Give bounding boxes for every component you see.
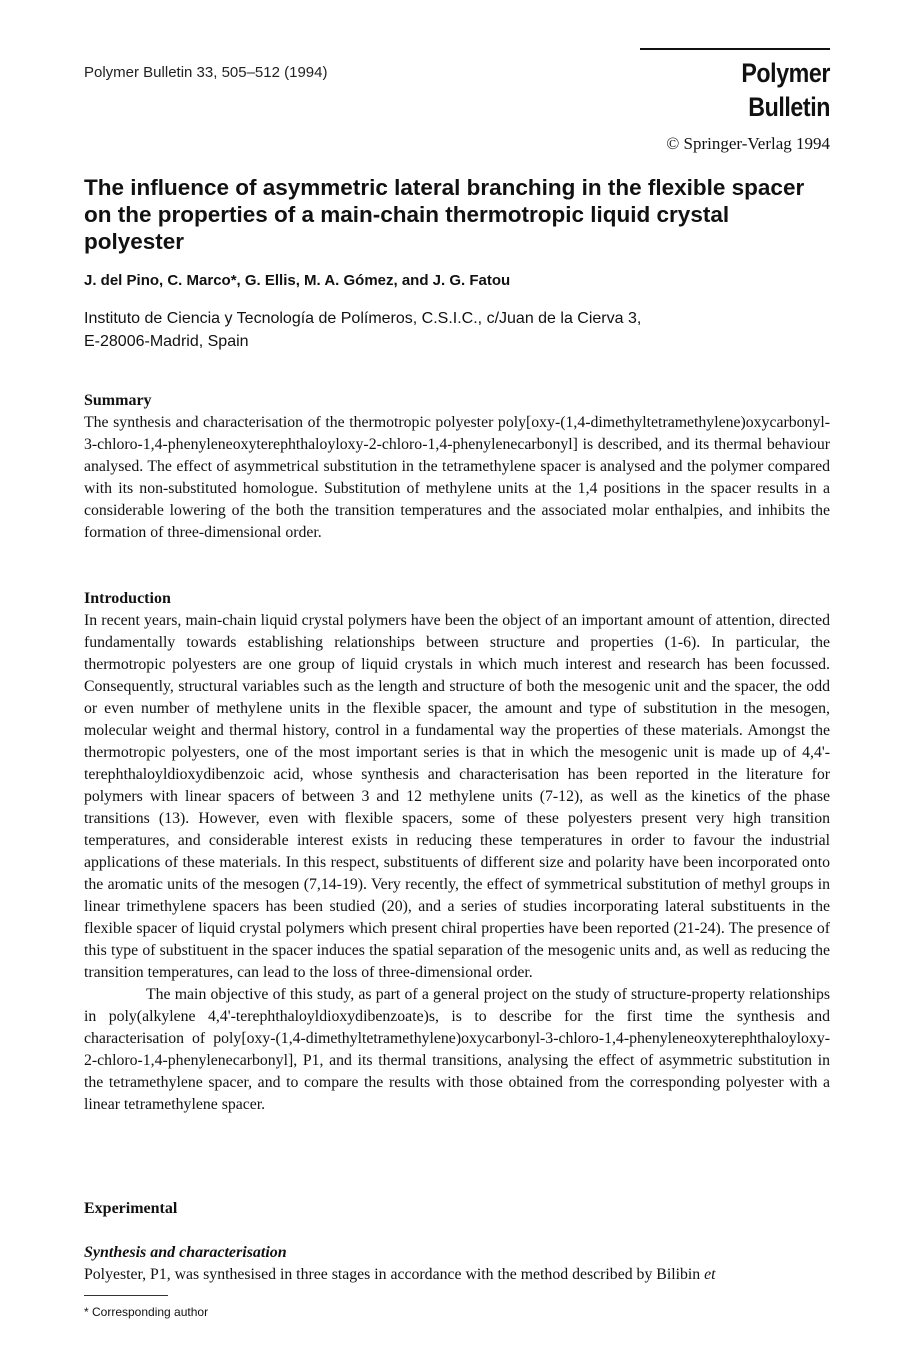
journal-reference: Polymer Bulletin 33, 505–512 (1994) (84, 64, 328, 81)
footnote-divider (84, 1295, 168, 1296)
affiliation-line-2: E-28006-Madrid, Spain (84, 333, 249, 350)
synthesis-text-italic: et (704, 1266, 716, 1283)
journal-masthead (640, 48, 830, 154)
introduction-paragraph-1: In recent years, main-chain liquid crystal polymers have been the object of an important amount of attention, directed fundamentally towards establishing relationships between structure and properties (1-6). In particular, the thermotropic polyesters are one group of liquid crystals in which much interest and research has been focussed. Consequently, structural variables such as the length and structure of both the mesogenic unit and the spacer, the odd or even number of methylene units in the flexible spacer, the amount and type of substitution in the mesogen, molecular weight and thermal history, control in a fundamental way the properties of these materials. Amongst the thermotropic polyesters, one of the most important series is that in which the mesogenic unit is made up of 4,4'-terephthaloyldioxydibenzoic acid, whose synthesis and characterisation has been reported in the literature for polymers with linear spacers of between 3 and 12 methylene units (7-12), as well as the kinetics of the phase transitions (13). However, even with flexible spacers, some of these polyesters present very high transition temperatures, and considerable interest exists in reducing these temperatures in order to favour the industrial applications of these materials. In this respect, substituents of different size and polarity have been incorporated onto the aromatic units of the mesogen (7,14-19). Very recently, the effect of symmetrical substitution of methyl groups in linear trimethylene spacers has been studied (20), and a series of studies incorporating lateral substituents in the flexible spacer of liquid crystal polymers which present chiral properties have been reported (21-24). The presence of this type of substituent in the spacer induces the spatial separation of the mesogenic units and, as well as reducing the transition temperatures, can lead to the loss of three-dimensional order. (84, 612, 830, 981)
summary-heading: Summary (84, 392, 152, 409)
introduction-heading: Introduction (84, 590, 171, 607)
summary-text: The synthesis and characterisation of the thermotropic polyester poly[oxy-(1,4-dimethyltetramethylene)oxycarbonyl-3-chloro-1,4-phenyleneoxyterephthaloyloxy-2-chloro-1,4-phenylenecarbonyl] is described, and its thermal behaviour analysed. The effect of asymmetrical substitution in the tetramethylene spacer is analysed and the polymer compared with its non-substituted homologue. Substitution of methylene units at the 1,4 positions in the spacer results in a considerable lowering of the both the transition temperatures and the associated molar enthalpies, and inhibits the formation of three-dimensional order. (84, 414, 830, 541)
footnote-corresponding-author: * Corresponding author (84, 1305, 209, 1319)
article-title: The influence of asymmetric lateral branching in the flexible spacer on the properties of a main-chain thermotropic liquid crystal polyester (84, 175, 805, 254)
synthesis-subheading: Synthesis and characterisation (84, 1244, 287, 1261)
experimental-heading: Experimental (84, 1200, 178, 1217)
synthesis-subsection (84, 1242, 830, 1286)
author-list: J. del Pino, C. Marco*, G. Ellis, M. A. Gómez, and J. G. Fatou (84, 272, 511, 289)
copyright-notice: © Springer-Verlag 1994 (666, 134, 830, 153)
synthesis-text (84, 1264, 830, 1286)
introduction-paragraph-2: The main objective of this study, as part of a general project on the study of structure-property relationships in poly(alkylene 4,4'-terephthaloyldioxydibenzoate)s, is to describe for the first time the synthesis and characterisation of poly[oxy-(1,4-dimethyltetramethylene)oxycarbonyl-3-chloro-1,4-phenyleneoxyterephthaloyloxy-2-chloro-1,4-phenylenecarbonyl], P1, and its thermal transitions, analysing the effect of asymmetric substitution in the tetramethylene spacer, and to compare the results with those obtained from the corresponding polyester with a linear tetramethylene spacer. (84, 986, 830, 1113)
summary-section (84, 390, 830, 544)
journal-name: Polymer Bulletin (741, 58, 830, 122)
introduction-section (84, 588, 830, 1116)
author-affiliation (84, 307, 804, 353)
affiliation-line-1: Instituto de Ciencia y Tecnología de Polímeros, C.S.I.C., c/Juan de la Cierva 3, (84, 310, 642, 327)
synthesis-text-body: Polyester, P1, was synthesised in three stages in accordance with the method described by Bilibin (84, 1266, 701, 1283)
experimental-section (84, 1198, 830, 1220)
